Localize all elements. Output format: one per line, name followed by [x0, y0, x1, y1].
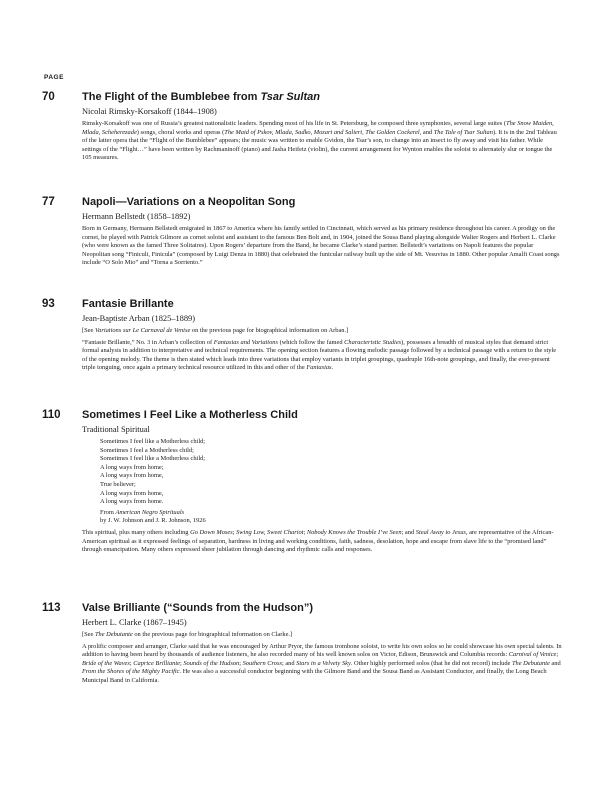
lyric-line: A long ways from home; [100, 463, 164, 471]
source-title: From American Negro Spirituals [100, 508, 185, 516]
piece-title: Sometimes I Feel Like a Motherless Child [82, 409, 298, 421]
text-run: and [549, 659, 561, 667]
lyric-line: Sometimes I feel a Motherless child; [100, 446, 194, 454]
piece-title: The Flight of the Bumblebee from Tsar Sultan [82, 91, 320, 103]
page-number: 70 [42, 91, 55, 103]
text-run: Born in Germany, Hermann Bellstedt emigrated in 1867 to America where his family settled in Cincinnati, which served as his primary residence throughout his career. A prodigy on the cornet, he played with Patrick Gilmore as cornet soloist and assistant to the famous Ben Bolt and, in 1904, joined the Sousa Band playing alongside Walter Rogers and Herbert L. Clarke (who were known as the famed Three Solitaires). Upon Rogers’ departure from the Band, he became Clarke’s stand partner. Bellstedt’s variations on Napoli features the popular Neopolitan song “Finiculi, Finicula” (composed by Luigi Denza in 1880) that celebrated the funicular railway built up the side of Mt. Vesuvius in 1880. Other popular Amalfi Coast songs include “O Solo Mio” and “Torna a Sorriento.” [82, 225, 560, 267]
description-paragraph [82, 120, 562, 163]
lyrics-source [100, 509, 562, 526]
piece-title: Napoli—Variations on a Neopolitan Song [82, 196, 296, 208]
text-run: ; [129, 659, 134, 667]
italic-text-run: Variations sur Le Carnaval de Venise [94, 327, 191, 334]
italic-text-run: The Tale of Tsar Sultan [433, 128, 493, 136]
entry-motherless-child [42, 409, 562, 557]
lyric-line: A long ways from home. [100, 498, 164, 506]
description-paragraph [82, 225, 562, 268]
italic-text-run: The Debutante [94, 631, 133, 638]
text-run: ; [303, 528, 307, 536]
cross-reference-note [82, 327, 562, 336]
composer: Nicolai Rimsky-Korsakoff (1844–1908) [82, 107, 217, 116]
text-run: . Other highly performed solos (that he did not record) include [350, 659, 512, 667]
text-run: [See [82, 327, 95, 334]
text-run: ; [179, 659, 184, 667]
text-run: Rimsky-Korsakoff was one of Russia’s greatest nationalistic leaders. Spending most of his life in St. Petersburg, he composed three symphonies, several large suites ( [82, 120, 507, 127]
italic-text-run: Sounds of the Hudson [183, 659, 240, 667]
page-column-label: PAGE [44, 74, 64, 81]
page-number: 113 [42, 602, 61, 614]
lyrics-block [100, 438, 562, 507]
entry-flight-of-the-bumblebee [42, 91, 562, 165]
text-run: ) songs, choral works and operas ( [136, 128, 225, 136]
lyric-line: Sometimes I feel like a Motherless child; [100, 455, 206, 463]
description-paragraph [82, 643, 562, 686]
piece-title: Fantasie Brillante [82, 298, 174, 310]
italic-text-run: Characteristic Studies [344, 338, 402, 346]
composer: Jean-Baptiste Arban (1825–1889) [82, 314, 196, 323]
lyric-line: Sometimes I feel like a Motherless child; [100, 438, 206, 445]
text-run: ). It is in the 2nd Tableau of the latter opera that the “Flight of the Bumblebee” appears; the music was written to enable Gvidon, the Tsar’s son, to change into an insect to fly away and visit his father. While settings of the “Flight…” have been written by Rachmaninoff (piano) and Jasha Heifetz (violin), the current arrangement for Wynton enables the soloist to alternately slur or tongue the 105 measures. [82, 128, 557, 162]
italic-text-run: Bride of the Waves [82, 659, 130, 667]
text-run: . [331, 364, 334, 372]
text-run: ; [239, 659, 243, 667]
entry-valse-brilliante [42, 602, 562, 688]
italic-text-run: Fantasias and Variations [213, 338, 278, 346]
italic-text-run: Swing Low, Sweet Chariot [236, 528, 304, 536]
lyric-line: True believer; [100, 480, 136, 488]
text-run: ; and [281, 659, 297, 667]
italic-text-run: Southern Cross [242, 659, 282, 667]
piece-title: Valse Brilliante (“Sounds from the Hudson”) [82, 602, 314, 614]
italic-text-run: Steal Away to Jesus [415, 528, 466, 536]
cross-reference-note [82, 631, 562, 640]
text-run: ), possesses a breadth of musical styles that demand strict formal analysis in addition to interpretative and technical requirements. The opening section features a flowing melodic passage followed by a technical passage with a return to the style of the opening melody. The theme is then stated which leads into three variations that employ variants in triplet groupings, quadruple 16th-note groupings, and finally, the ever-present triple tonguing, once again a primary technical resource utilized in this and other of the [82, 338, 557, 372]
page-number: 110 [42, 409, 61, 421]
italic-text-run: Go Down Moses [190, 528, 233, 536]
entry-napoli [42, 196, 562, 270]
text-run: This spiritual, plus many others including [82, 528, 191, 536]
italic-text-run: Nobody Knows the Trouble I’ve Seen [306, 528, 402, 536]
text-run: “Fantasie Brillante,” No. 3 in Arban’s collection of [82, 338, 214, 346]
italic-text-run: Carnival of Venice [508, 651, 557, 659]
text-run: A prolific composer and arranger, Clarke said that he was encouraged by Arthur Pryor, the famous trombone soloist, to write his own solos so he could showcase his own special talents. In addition to having been heard by thousands of audience listeners, he also recorded many of his well known solos on Victor, Edison, Brunswick and Columbia records: [82, 642, 562, 659]
lyric-line: A long ways from home, [100, 472, 164, 480]
text-run: . He was also a successful conductor beginning with the Gilmore Band and the Sousa Band as Assistant Conductor, and finally, the Long Beach Municipal Band in California. [82, 668, 547, 684]
text-run: and [421, 128, 434, 136]
composer: Herbert L. Clarke (1867–1945) [82, 618, 187, 627]
composer: Hermann Bellstedt (1858–1892) [82, 212, 191, 221]
description-paragraph [82, 529, 562, 555]
source-authors: by J. W. Johnson and J. R. Johnson, 1926 [100, 517, 206, 525]
italic-text-run: From the Shores of the Mighty Pacific [82, 668, 180, 676]
italic-text-run: The Debutante [512, 659, 550, 667]
lyric-line: A long ways from home, [100, 489, 164, 497]
italic-text-run: Fantasias [306, 364, 332, 372]
entry-fantasie-brillante [42, 298, 562, 375]
text-run: on the previous page for biographical information on Arban.] [190, 327, 349, 334]
text-run: ; and [401, 528, 416, 536]
text-run: ; [232, 528, 237, 536]
italic-text-run: The Snow Maiden, Mlada, Scheherezade [82, 120, 554, 136]
text-run: , are representative of the African-American spiritual as it expressed feelings of separation, hardness in living and working conditions, faith, sadness, desolation, hope and escape from slave life to the “promised land” through emancipation. Many others expressed sheer jubilation through dancing and rhythmic calls and responses. [82, 528, 554, 554]
description-paragraph [82, 339, 562, 373]
italic-text-run: Stars in a Velvety Sky [296, 659, 351, 667]
page-number: 77 [42, 196, 55, 208]
italic-text-run: The Maid of Pskov, Mlada, Sadko, Mozart and Salieri, The Golden Cockerel, [224, 128, 422, 136]
page-number: 93 [42, 298, 55, 310]
text-run: ; [556, 651, 559, 659]
text-run: (which follow the famed [277, 338, 345, 346]
text-run: [See [82, 631, 95, 638]
composer: Traditional Spiritual [82, 425, 150, 434]
italic-text-run: Caprice Brilliante [133, 659, 180, 667]
text-run: on the previous page for biographical information on Clarke.] [132, 631, 293, 638]
